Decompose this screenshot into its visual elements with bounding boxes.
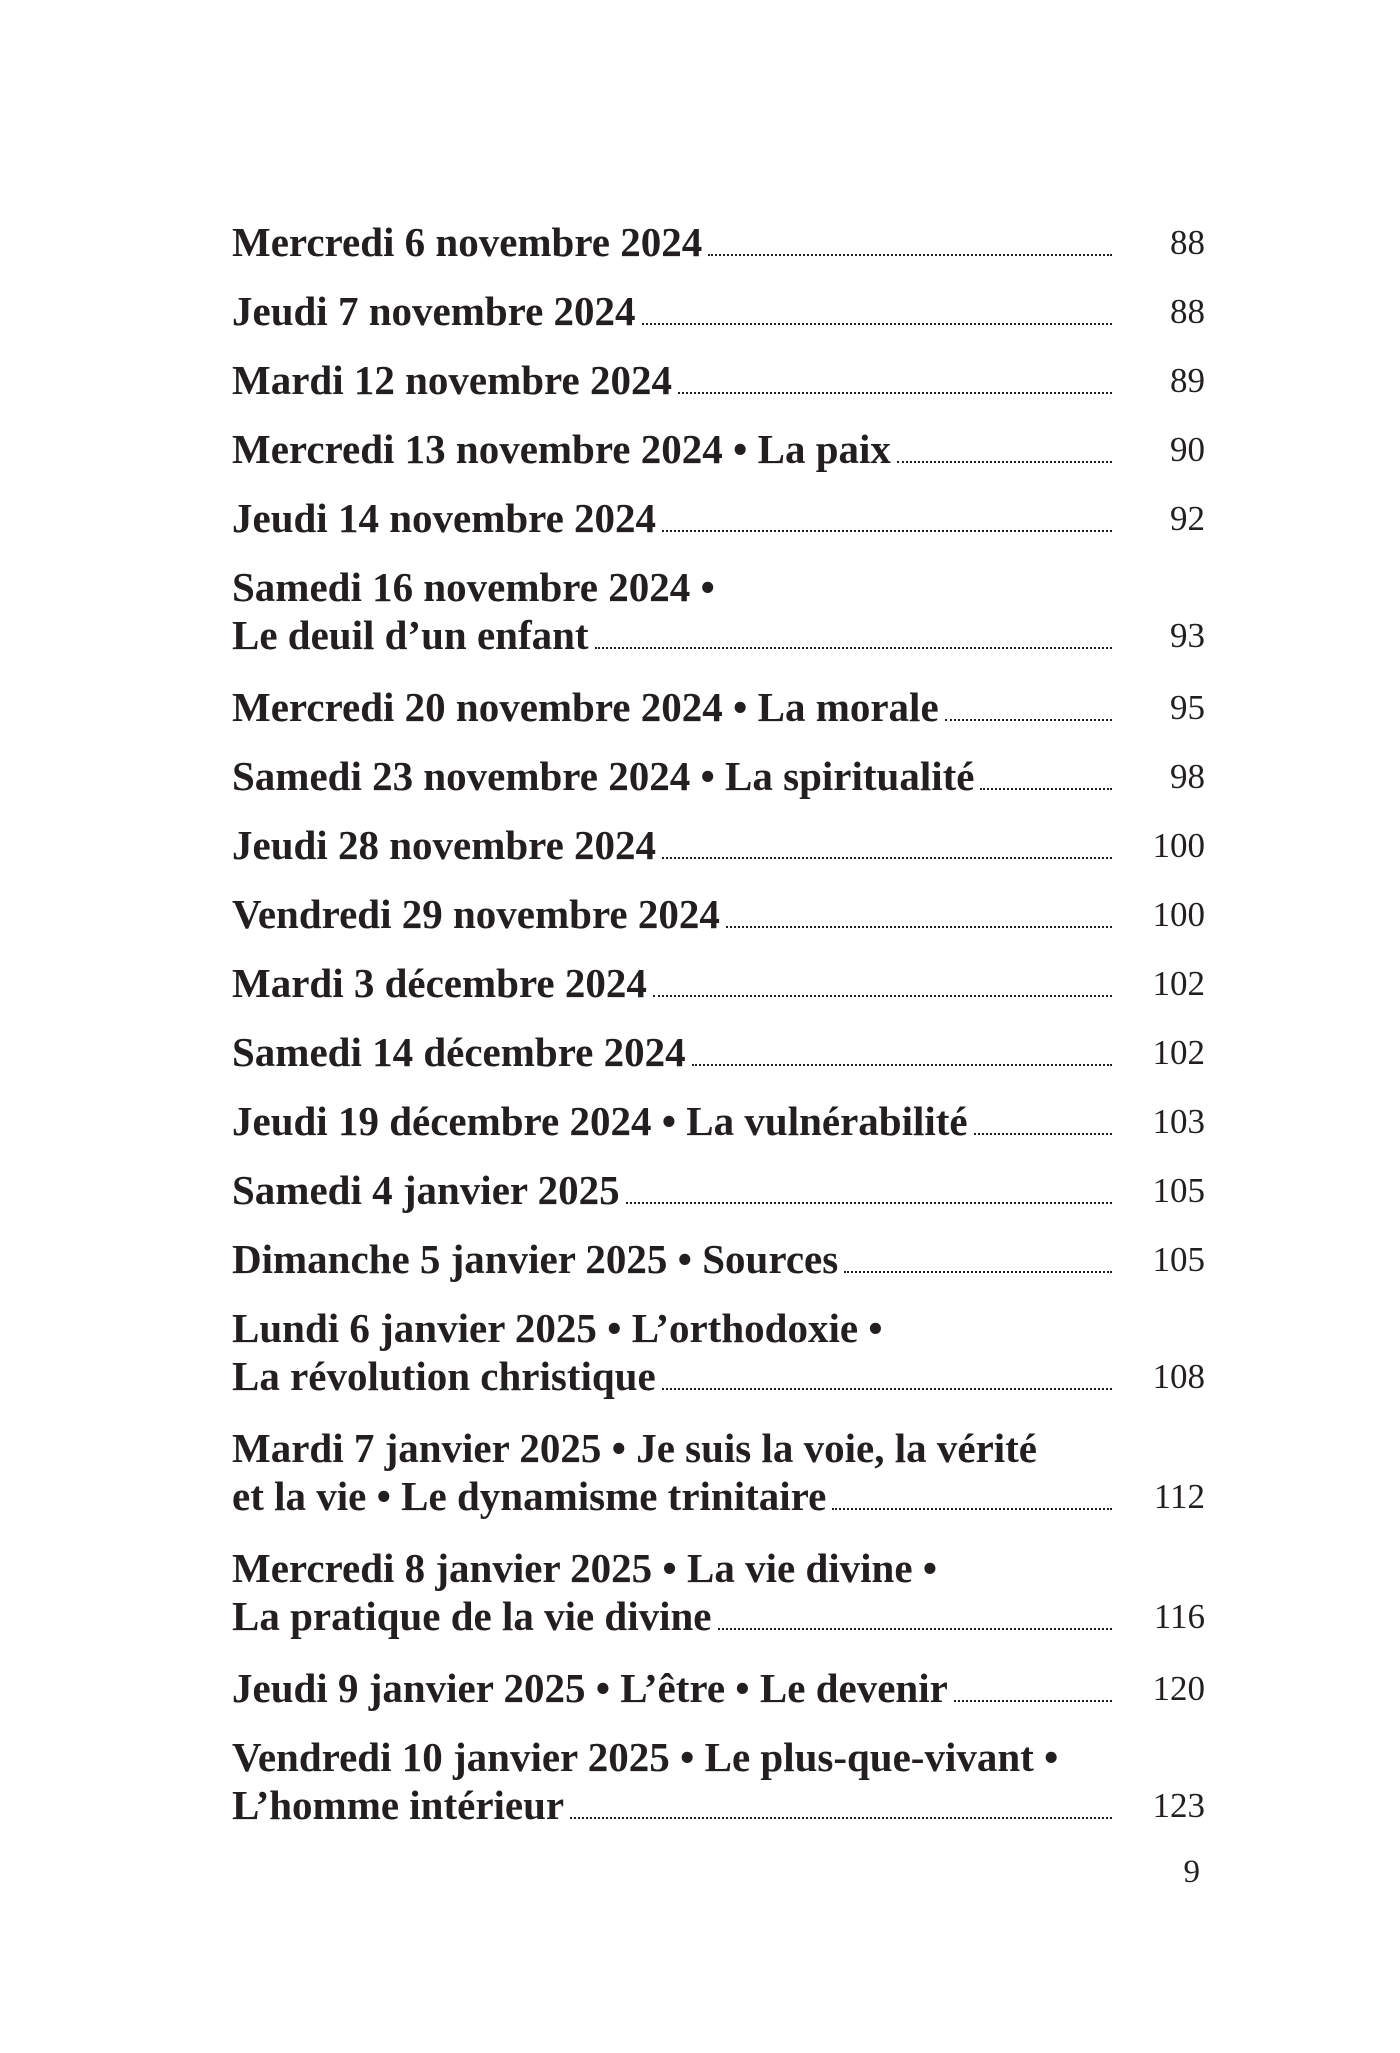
toc-entry-last-line [232, 1235, 1112, 1284]
toc-entry [232, 752, 1205, 801]
toc-entry-title [232, 1733, 1112, 1830]
toc-entry-page: 92 [1170, 499, 1205, 538]
toc-entry-title [232, 1235, 1112, 1284]
toc-entry-title-line: et la vie • Le dynamisme trinitaire [232, 1473, 827, 1519]
toc-entry [232, 1304, 1205, 1401]
toc-entry-title [232, 1424, 1112, 1521]
toc-entry-page: 95 [1170, 688, 1205, 727]
toc-entry-title [232, 1304, 1112, 1401]
toc-entry-title-line: Mardi 12 novembre 2024 [232, 357, 672, 403]
toc-entry-title [232, 890, 1112, 939]
toc-entry [232, 1028, 1205, 1077]
table-of-contents [232, 218, 1205, 1853]
toc-entry [232, 563, 1205, 660]
toc-entry-title-line: Jeudi 28 novembre 2024 [232, 822, 657, 868]
dot-leader [844, 1270, 1112, 1273]
dot-leader [626, 1201, 1112, 1204]
toc-entry-title-line: Jeudi 14 novembre 2024 [232, 495, 657, 541]
toc-entry [232, 1097, 1205, 1146]
dot-leader [570, 1816, 1112, 1819]
toc-entry-title-line: Samedi 23 novembre 2024 • La spiritualité [232, 753, 975, 799]
toc-entry-title-line: Lundi 6 janvier 2025 • L’orthodoxie • [232, 1305, 883, 1351]
toc-entry-title-line: Vendredi 29 novembre 2024 [232, 891, 720, 937]
dot-leader [678, 391, 1112, 394]
toc-entry [232, 287, 1205, 336]
toc-entry [232, 494, 1205, 543]
toc-entry [232, 1166, 1205, 1215]
toc-entry-title [232, 683, 1112, 732]
toc-entry-page: 116 [1153, 1597, 1205, 1636]
toc-entry [232, 1733, 1205, 1830]
toc-entry-title [232, 1664, 1112, 1713]
toc-entry-page: 103 [1152, 1102, 1205, 1141]
dot-leader [718, 1627, 1112, 1630]
toc-entry-title-line: La révolution christique [232, 1353, 656, 1399]
toc-entry [232, 890, 1205, 939]
toc-entry-title [232, 287, 1112, 336]
toc-entry-last-line [232, 1028, 1112, 1077]
toc-entry-title-line: La pratique de la vie divine [232, 1593, 712, 1639]
toc-entry-last-line [232, 1097, 1112, 1146]
toc-entry-title-line: Le deuil d’un enfant [232, 612, 589, 658]
dot-leader [662, 856, 1112, 859]
toc-entry-title [232, 1544, 1112, 1641]
toc-entry-last-line [232, 1472, 1112, 1521]
toc-entry-title [232, 1097, 1112, 1146]
toc-entry-title [232, 1028, 1112, 1077]
toc-entry-last-line [232, 1664, 1112, 1713]
page-number: 9 [1183, 1854, 1200, 1890]
toc-entry-page: 100 [1152, 895, 1205, 934]
dot-leader [595, 646, 1112, 649]
dot-leader [954, 1699, 1112, 1702]
toc-entry-last-line [232, 821, 1112, 870]
toc-entry-last-line [232, 1166, 1112, 1215]
toc-entry [232, 1235, 1205, 1284]
toc-entry-title-line: Jeudi 7 novembre 2024 [232, 288, 636, 334]
toc-entry-last-line [232, 1352, 1112, 1401]
toc-entry-title [232, 356, 1112, 405]
toc-entry-title [232, 218, 1112, 267]
toc-entry [232, 218, 1205, 267]
toc-entry-title-line: Jeudi 9 janvier 2025 • L’être • Le devenir [232, 1665, 948, 1711]
toc-entry-page: 88 [1170, 223, 1205, 262]
dot-leader [980, 787, 1112, 790]
toc-entry-page: 88 [1170, 292, 1205, 331]
toc-entry [232, 1544, 1205, 1641]
toc-entry-title-line: Jeudi 19 décembre 2024 • La vulnérabilité [232, 1098, 968, 1144]
toc-entry-title-line: L’homme intérieur [232, 1782, 565, 1828]
toc-entry-last-line [232, 683, 1112, 732]
toc-entry-title-line: Mercredi 6 novembre 2024 [232, 219, 703, 265]
toc-entry-page: 98 [1170, 757, 1205, 796]
toc-entry-title-line: Samedi 14 décembre 2024 [232, 1029, 686, 1075]
toc-entry-page: 105 [1152, 1171, 1205, 1210]
toc-entry-title-line: Vendredi 10 janvier 2025 • Le plus-que-vivant • [232, 1734, 1059, 1780]
dot-leader [974, 1132, 1112, 1135]
toc-entry [232, 356, 1205, 405]
toc-entry-title-line: Mercredi 13 novembre 2024 • La paix [232, 426, 891, 472]
toc-entry [232, 1664, 1205, 1713]
toc-entry-title [232, 563, 1112, 660]
toc-entry-title-line: Mardi 7 janvier 2025 • Je suis la voie, la vérité [232, 1425, 1038, 1471]
toc-entry-title [232, 821, 1112, 870]
toc-entry-title [232, 494, 1112, 543]
toc-entry-page: 108 [1152, 1357, 1205, 1396]
toc-entry-title [232, 959, 1112, 1008]
toc-entry-last-line [232, 1592, 1112, 1641]
toc-entry-last-line [232, 494, 1112, 543]
toc-entry-page: 102 [1152, 964, 1205, 1003]
toc-entry-page: 89 [1170, 361, 1205, 400]
toc-entry-last-line [232, 752, 1112, 801]
dot-leader [726, 925, 1112, 928]
toc-entry-title [232, 425, 1112, 474]
dot-leader [945, 718, 1112, 721]
toc-entry-page: 100 [1152, 826, 1205, 865]
toc-entry-page: 112 [1153, 1477, 1205, 1516]
toc-entry-last-line [232, 959, 1112, 1008]
toc-entry-title [232, 752, 1112, 801]
dot-leader [897, 460, 1112, 463]
toc-entry-last-line [232, 890, 1112, 939]
toc-entry-page: 93 [1170, 616, 1205, 655]
toc-entry [232, 959, 1205, 1008]
toc-entry-title-line: Samedi 16 novembre 2024 • [232, 564, 715, 610]
toc-entry-page: 105 [1152, 1240, 1205, 1279]
dot-leader [832, 1507, 1112, 1510]
dot-leader [662, 529, 1112, 532]
toc-entry [232, 683, 1205, 732]
toc-entry-last-line [232, 425, 1112, 474]
dot-leader [692, 1063, 1112, 1066]
toc-entry-page: 90 [1170, 430, 1205, 469]
toc-entry-last-line [232, 356, 1112, 405]
toc-entry-title-line: Mercredi 20 novembre 2024 • La morale [232, 684, 939, 730]
toc-entry [232, 821, 1205, 870]
toc-entry [232, 425, 1205, 474]
toc-entry-page: 102 [1152, 1033, 1205, 1072]
toc-entry-page: 120 [1152, 1669, 1205, 1708]
toc-entry-title-line: Dimanche 5 janvier 2025 • Sources [232, 1236, 839, 1282]
toc-entry-title [232, 1166, 1112, 1215]
toc-entry-last-line [232, 287, 1112, 336]
dot-leader [708, 253, 1112, 256]
toc-entry-last-line [232, 1781, 1112, 1830]
toc-entry-last-line [232, 611, 1112, 660]
toc-entry [232, 1424, 1205, 1521]
dot-leader [662, 1387, 1112, 1390]
dot-leader [642, 322, 1112, 325]
toc-entry-page: 123 [1152, 1786, 1205, 1825]
toc-entry-title-line: Mardi 3 décembre 2024 [232, 960, 647, 1006]
dot-leader [653, 994, 1112, 997]
toc-entry-title-line: Mercredi 8 janvier 2025 • La vie divine • [232, 1545, 938, 1591]
toc-entry-last-line [232, 218, 1112, 267]
toc-entry-title-line: Samedi 4 janvier 2025 [232, 1167, 620, 1213]
